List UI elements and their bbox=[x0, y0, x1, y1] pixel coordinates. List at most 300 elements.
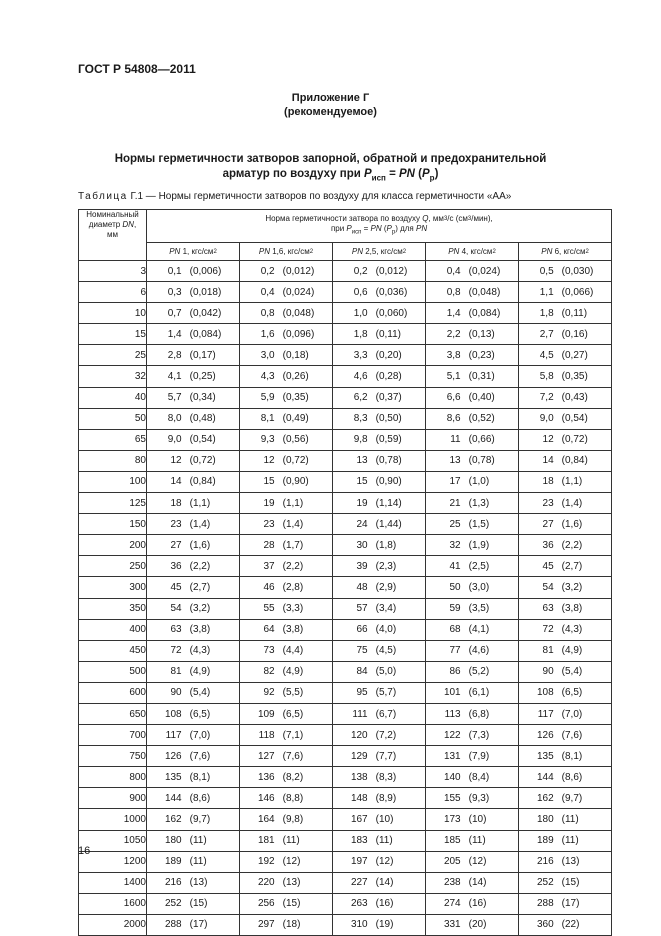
value-mm3-per-s: 3,3 bbox=[353, 349, 368, 361]
value-cm3-per-min: (0,48) bbox=[189, 413, 216, 425]
cell-tightness-value bbox=[333, 556, 426, 577]
value-mm3-per-s: 13 bbox=[449, 455, 461, 467]
cell-tightness-value bbox=[519, 872, 612, 893]
cell-tightness-value bbox=[426, 535, 519, 556]
cell-nominal-diameter: 200 bbox=[79, 535, 147, 556]
value-mm3-per-s: 46 bbox=[263, 581, 275, 593]
value-mm3-per-s: 117 bbox=[165, 729, 182, 741]
cell-tightness-value bbox=[333, 767, 426, 788]
cell-nominal-diameter: 1400 bbox=[79, 872, 147, 893]
cell-tightness-value bbox=[426, 619, 519, 640]
cell-tightness-value bbox=[147, 809, 240, 830]
value-mm3-per-s: 8,0 bbox=[167, 413, 182, 425]
table-row bbox=[79, 577, 612, 598]
value-cm3-per-min: (4,4) bbox=[282, 645, 304, 657]
cell-tightness-value bbox=[519, 830, 612, 851]
cell-tightness-value bbox=[519, 809, 612, 830]
value-cm3-per-min: (7,6) bbox=[189, 750, 211, 762]
value-mm3-per-s: 5,7 bbox=[167, 392, 182, 404]
cell-tightness-value bbox=[519, 471, 612, 492]
value-cm3-per-min: (1,3) bbox=[468, 497, 490, 509]
value-mm3-per-s: 118 bbox=[258, 729, 275, 741]
value-mm3-per-s: 55 bbox=[263, 603, 275, 615]
value-mm3-per-s: 68 bbox=[449, 624, 461, 636]
value-mm3-per-s: 288 bbox=[164, 919, 182, 931]
value-mm3-per-s: 15 bbox=[356, 476, 368, 488]
value-cm3-per-min: (9,8) bbox=[282, 813, 304, 825]
table-row bbox=[79, 535, 612, 556]
cell-nominal-diameter: 300 bbox=[79, 577, 147, 598]
value-cm3-per-min: (2,5) bbox=[468, 560, 490, 572]
value-cm3-per-min: (0,52) bbox=[468, 413, 495, 425]
value-mm3-per-s: 146 bbox=[257, 792, 275, 804]
value-mm3-per-s: 288 bbox=[536, 898, 554, 910]
cell-tightness-value bbox=[147, 282, 240, 303]
value-mm3-per-s: 77 bbox=[449, 645, 461, 657]
document-code: ГОСТ Р 54808—2011 bbox=[78, 62, 196, 76]
cell-nominal-diameter: 50 bbox=[79, 408, 147, 429]
value-mm3-per-s: 45 bbox=[542, 560, 554, 572]
cell-tightness-value bbox=[519, 493, 612, 514]
cell-tightness-value bbox=[333, 261, 426, 282]
value-mm3-per-s: 135 bbox=[164, 771, 182, 783]
value-cm3-per-min: (1,5) bbox=[468, 518, 490, 530]
value-cm3-per-min: (0,37) bbox=[375, 392, 402, 404]
cell-tightness-value bbox=[333, 809, 426, 830]
value-mm3-per-s: 81 bbox=[542, 645, 554, 657]
table-row bbox=[79, 387, 612, 408]
value-mm3-per-s: 220 bbox=[257, 877, 275, 889]
value-cm3-per-min: (6,5) bbox=[189, 708, 211, 720]
value-mm3-per-s: 0,2 bbox=[353, 265, 368, 277]
value-mm3-per-s: 11 bbox=[450, 434, 461, 446]
value-cm3-per-min: (13) bbox=[561, 856, 580, 868]
table-row bbox=[79, 408, 612, 429]
cell-tightness-value bbox=[426, 746, 519, 767]
value-mm3-per-s: 135 bbox=[536, 750, 554, 762]
header-class-pn2-5: PN 2,5, кгс/$см^2$ bbox=[333, 243, 426, 261]
value-cm3-per-min: (3,2) bbox=[189, 603, 211, 615]
cell-tightness-value bbox=[240, 598, 333, 619]
value-mm3-per-s: 1,1 bbox=[539, 286, 554, 298]
cell-tightness-value bbox=[147, 450, 240, 471]
cell-nominal-diameter: 450 bbox=[79, 640, 147, 661]
cell-tightness-value bbox=[240, 661, 333, 682]
value-cm3-per-min: (0,084) bbox=[468, 307, 501, 319]
header-class-pn4: PN 4, кгс/$см^2$ bbox=[426, 243, 519, 261]
value-mm3-per-s: 117 bbox=[537, 708, 554, 720]
cell-tightness-value bbox=[519, 851, 612, 872]
value-cm3-per-min: (4,9) bbox=[189, 666, 211, 678]
value-cm3-per-min: (0,048) bbox=[468, 286, 501, 298]
value-cm3-per-min: (0,17) bbox=[189, 349, 216, 361]
value-cm3-per-min: (6,7) bbox=[375, 708, 397, 720]
value-mm3-per-s: 205 bbox=[443, 856, 461, 868]
cell-tightness-value bbox=[240, 788, 333, 809]
value-cm3-per-min: (11) bbox=[468, 835, 486, 847]
value-cm3-per-min: (4,9) bbox=[561, 645, 583, 657]
value-cm3-per-min: (7,0) bbox=[189, 729, 211, 741]
cell-tightness-value bbox=[147, 640, 240, 661]
cell-nominal-diameter: 1200 bbox=[79, 851, 147, 872]
cell-tightness-value bbox=[240, 282, 333, 303]
value-mm3-per-s: 6,2 bbox=[353, 392, 368, 404]
annex-title: Приложение Г bbox=[291, 92, 370, 104]
cell-tightness-value bbox=[240, 366, 333, 387]
value-mm3-per-s: 9,8 bbox=[353, 434, 368, 446]
cell-tightness-value bbox=[333, 661, 426, 682]
cell-tightness-value bbox=[519, 345, 612, 366]
value-mm3-per-s: 39 bbox=[356, 560, 368, 572]
header-class-pn1-6: PN 1,6, кгс/$см^2$ bbox=[240, 243, 333, 261]
value-cm3-per-min: (1,9) bbox=[468, 539, 490, 551]
value-mm3-per-s: 129 bbox=[350, 750, 368, 762]
value-mm3-per-s: 5,1 bbox=[446, 371, 461, 383]
value-cm3-per-min: (2,7) bbox=[561, 560, 583, 572]
value-cm3-per-min: (0,11) bbox=[561, 307, 588, 319]
value-cm3-per-min: (2,3) bbox=[375, 560, 397, 572]
table-row bbox=[79, 450, 612, 471]
table-row bbox=[79, 282, 612, 303]
value-cm3-per-min: (4,3) bbox=[561, 624, 583, 636]
cell-nominal-diameter: 125 bbox=[79, 493, 147, 514]
cell-nominal-diameter: 700 bbox=[79, 725, 147, 746]
value-mm3-per-s: 0,1 bbox=[167, 265, 182, 277]
table-row bbox=[79, 703, 612, 724]
cell-nominal-diameter: 400 bbox=[79, 619, 147, 640]
value-cm3-per-min: (19) bbox=[375, 919, 394, 931]
value-mm3-per-s: 12 bbox=[170, 455, 182, 467]
cell-tightness-value bbox=[519, 514, 612, 535]
cell-tightness-value bbox=[333, 429, 426, 450]
value-mm3-per-s: 9,0 bbox=[167, 434, 182, 446]
table-row bbox=[79, 725, 612, 746]
table-row bbox=[79, 893, 612, 914]
value-cm3-per-min: (0,048) bbox=[282, 307, 315, 319]
cell-tightness-value bbox=[147, 493, 240, 514]
value-cm3-per-min: (17) bbox=[561, 898, 580, 910]
value-mm3-per-s: 14 bbox=[542, 455, 554, 467]
value-mm3-per-s: 3,0 bbox=[260, 349, 275, 361]
value-cm3-per-min: (10) bbox=[375, 813, 394, 825]
table-row bbox=[79, 324, 612, 345]
value-cm3-per-min: (15) bbox=[189, 898, 208, 910]
value-mm3-per-s: 101 bbox=[443, 687, 461, 699]
value-cm3-per-min: (9,7) bbox=[561, 792, 583, 804]
value-mm3-per-s: 252 bbox=[536, 877, 554, 889]
value-cm3-per-min: (2,2) bbox=[282, 560, 304, 572]
value-mm3-per-s: 5,8 bbox=[539, 371, 554, 383]
cell-tightness-value bbox=[426, 429, 519, 450]
value-mm3-per-s: 82 bbox=[263, 666, 275, 678]
cell-tightness-value bbox=[240, 725, 333, 746]
header-nominal-diameter: Номинальный диаметр DN, мм bbox=[79, 210, 147, 261]
value-cm3-per-min: (4,0) bbox=[375, 624, 397, 636]
cell-tightness-value bbox=[147, 577, 240, 598]
cell-tightness-value bbox=[333, 303, 426, 324]
value-mm3-per-s: 0,3 bbox=[167, 286, 182, 298]
value-cm3-per-min: (8,2) bbox=[282, 771, 304, 783]
value-cm3-per-min: (0,28) bbox=[375, 371, 402, 383]
cell-tightness-value bbox=[147, 303, 240, 324]
header-class-pn1: PN 1, кгс/$см^2$ bbox=[147, 243, 240, 261]
value-mm3-per-s: 113 bbox=[444, 708, 461, 720]
value-cm3-per-min: (12) bbox=[375, 856, 394, 868]
cell-tightness-value bbox=[519, 725, 612, 746]
value-cm3-per-min: (4,3) bbox=[189, 645, 211, 657]
value-mm3-per-s: 216 bbox=[164, 877, 182, 889]
cell-tightness-value bbox=[147, 387, 240, 408]
value-mm3-per-s: 21 bbox=[449, 497, 461, 509]
cell-nominal-diameter: 1050 bbox=[79, 830, 147, 851]
cell-tightness-value bbox=[240, 893, 333, 914]
value-mm3-per-s: 197 bbox=[350, 856, 368, 868]
cell-tightness-value bbox=[240, 345, 333, 366]
value-cm3-per-min: (0,27) bbox=[561, 349, 588, 361]
value-mm3-per-s: 131 bbox=[443, 750, 461, 762]
value-cm3-per-min: (0,78) bbox=[375, 455, 402, 467]
value-cm3-per-min: (6,8) bbox=[468, 708, 490, 720]
cell-tightness-value bbox=[333, 514, 426, 535]
annex-subtitle: (рекомендуемое) bbox=[284, 106, 377, 118]
value-cm3-per-min: (0,060) bbox=[375, 307, 408, 319]
value-mm3-per-s: 162 bbox=[536, 792, 554, 804]
value-mm3-per-s: 108 bbox=[164, 708, 182, 720]
table-row bbox=[79, 746, 612, 767]
value-cm3-per-min: (0,78) bbox=[468, 455, 495, 467]
value-mm3-per-s: 238 bbox=[443, 877, 461, 889]
value-cm3-per-min: (7,6) bbox=[561, 729, 583, 741]
value-cm3-per-min: (4,1) bbox=[468, 624, 490, 636]
value-cm3-per-min: (4,9) bbox=[282, 666, 304, 678]
cell-tightness-value bbox=[333, 746, 426, 767]
cell-tightness-value bbox=[333, 682, 426, 703]
value-cm3-per-min: (0,20) bbox=[375, 349, 402, 361]
value-cm3-per-min: (0,34) bbox=[189, 392, 216, 404]
table-row bbox=[79, 661, 612, 682]
cell-nominal-diameter: 3 bbox=[79, 261, 147, 282]
cell-tightness-value bbox=[147, 619, 240, 640]
value-mm3-per-s: 173 bbox=[443, 813, 461, 825]
cell-nominal-diameter: 10 bbox=[79, 303, 147, 324]
value-mm3-per-s: 7,2 bbox=[539, 392, 554, 404]
cell-tightness-value bbox=[240, 471, 333, 492]
cell-tightness-value bbox=[426, 408, 519, 429]
value-mm3-per-s: 32 bbox=[449, 539, 461, 551]
cell-nominal-diameter: 250 bbox=[79, 556, 147, 577]
value-cm3-per-min: (0,012) bbox=[282, 265, 315, 277]
value-mm3-per-s: 263 bbox=[350, 898, 368, 910]
value-cm3-per-min: (3,8) bbox=[561, 603, 583, 615]
value-cm3-per-min: (0,26) bbox=[282, 371, 309, 383]
value-mm3-per-s: 4,1 bbox=[167, 371, 182, 383]
table-row bbox=[79, 914, 612, 935]
value-mm3-per-s: 41 bbox=[449, 560, 461, 572]
value-cm3-per-min: (5,5) bbox=[282, 687, 304, 699]
cell-tightness-value bbox=[426, 598, 519, 619]
cell-tightness-value bbox=[519, 746, 612, 767]
value-cm3-per-min: (14) bbox=[468, 877, 487, 889]
value-mm3-per-s: 122 bbox=[443, 729, 461, 741]
cell-tightness-value bbox=[333, 725, 426, 746]
value-mm3-per-s: 23 bbox=[263, 518, 275, 530]
value-mm3-per-s: 17 bbox=[449, 476, 461, 488]
value-mm3-per-s: 1,6 bbox=[260, 328, 275, 340]
value-mm3-per-s: 15 bbox=[263, 476, 275, 488]
cell-nominal-diameter: 6 bbox=[79, 282, 147, 303]
table-row bbox=[79, 767, 612, 788]
value-mm3-per-s: 24 bbox=[356, 518, 368, 530]
value-mm3-per-s: 84 bbox=[356, 666, 368, 678]
value-mm3-per-s: 72 bbox=[170, 645, 182, 657]
cell-tightness-value bbox=[240, 619, 333, 640]
value-mm3-per-s: 4,3 bbox=[260, 371, 275, 383]
value-mm3-per-s: 6,6 bbox=[446, 392, 461, 404]
cell-tightness-value bbox=[519, 640, 612, 661]
value-mm3-per-s: 164 bbox=[257, 813, 275, 825]
value-cm3-per-min: (1,6) bbox=[561, 518, 583, 530]
value-cm3-per-min: (13) bbox=[282, 877, 301, 889]
value-mm3-per-s: 227 bbox=[350, 877, 368, 889]
value-cm3-per-min: (0,018) bbox=[189, 286, 222, 298]
value-cm3-per-min: (0,72) bbox=[561, 434, 588, 446]
cell-tightness-value bbox=[147, 556, 240, 577]
value-cm3-per-min: (0,90) bbox=[282, 476, 309, 488]
value-cm3-per-min: (1,8) bbox=[375, 539, 397, 551]
value-cm3-per-min: (1,7) bbox=[282, 539, 304, 551]
value-mm3-per-s: 2,8 bbox=[167, 349, 182, 361]
value-cm3-per-min: (15) bbox=[282, 898, 301, 910]
cell-tightness-value bbox=[519, 788, 612, 809]
cell-tightness-value bbox=[333, 450, 426, 471]
cell-tightness-value bbox=[240, 303, 333, 324]
value-mm3-per-s: 75 bbox=[356, 645, 368, 657]
value-mm3-per-s: 3,8 bbox=[446, 349, 461, 361]
value-mm3-per-s: 1,4 bbox=[167, 328, 182, 340]
value-cm3-per-min: (2,2) bbox=[189, 560, 211, 572]
cell-tightness-value bbox=[147, 914, 240, 935]
cell-tightness-value bbox=[147, 893, 240, 914]
cell-tightness-value bbox=[147, 514, 240, 535]
value-cm3-per-min: (0,54) bbox=[561, 413, 588, 425]
cell-tightness-value bbox=[426, 767, 519, 788]
value-mm3-per-s: 86 bbox=[449, 666, 461, 678]
value-mm3-per-s: 64 bbox=[263, 624, 275, 636]
value-cm3-per-min: (11) bbox=[189, 835, 207, 847]
value-cm3-per-min: (1,4) bbox=[282, 518, 304, 530]
value-mm3-per-s: 360 bbox=[536, 919, 554, 931]
value-mm3-per-s: 4,5 bbox=[539, 349, 554, 361]
cell-nominal-diameter: 150 bbox=[79, 514, 147, 535]
cell-tightness-value bbox=[519, 598, 612, 619]
cell-tightness-value bbox=[240, 408, 333, 429]
value-cm3-per-min: (0,35) bbox=[561, 371, 588, 383]
value-mm3-per-s: 0,5 bbox=[539, 265, 554, 277]
table-caption: Таблица Г.1 — Нормы герметичности затворов по воздуху для класса герметичности «АА» bbox=[78, 191, 512, 202]
value-cm3-per-min: (20) bbox=[468, 919, 487, 931]
cell-tightness-value bbox=[426, 471, 519, 492]
cell-tightness-value bbox=[426, 345, 519, 366]
value-cm3-per-min: (0,13) bbox=[468, 328, 495, 340]
header-class-pn6: PN 6, кгс/$см^2$ bbox=[519, 243, 612, 261]
value-mm3-per-s: 126 bbox=[164, 750, 182, 762]
cell-tightness-value bbox=[519, 261, 612, 282]
cell-tightness-value bbox=[333, 872, 426, 893]
value-mm3-per-s: 189 bbox=[164, 856, 182, 868]
cell-tightness-value bbox=[240, 556, 333, 577]
cell-tightness-value bbox=[240, 261, 333, 282]
value-cm3-per-min: (1,6) bbox=[189, 539, 211, 551]
cell-tightness-value bbox=[426, 450, 519, 471]
cell-tightness-value bbox=[426, 556, 519, 577]
value-mm3-per-s: 36 bbox=[170, 560, 182, 572]
value-cm3-per-min: (1,44) bbox=[375, 518, 402, 530]
cell-tightness-value bbox=[147, 725, 240, 746]
cell-tightness-value bbox=[240, 387, 333, 408]
value-mm3-per-s: 144 bbox=[164, 792, 182, 804]
value-mm3-per-s: 9,3 bbox=[260, 434, 275, 446]
cell-tightness-value bbox=[519, 619, 612, 640]
cell-tightness-value bbox=[426, 830, 519, 851]
value-mm3-per-s: 66 bbox=[356, 624, 368, 636]
value-mm3-per-s: 90 bbox=[170, 687, 182, 699]
cell-nominal-diameter: 32 bbox=[79, 366, 147, 387]
value-mm3-per-s: 310 bbox=[350, 919, 368, 931]
table-row bbox=[79, 619, 612, 640]
value-cm3-per-min: (0,066) bbox=[561, 286, 594, 298]
value-mm3-per-s: 274 bbox=[443, 898, 461, 910]
value-mm3-per-s: 27 bbox=[170, 539, 182, 551]
cell-nominal-diameter: 650 bbox=[79, 703, 147, 724]
cell-tightness-value bbox=[240, 450, 333, 471]
value-mm3-per-s: 1,8 bbox=[539, 307, 554, 319]
cell-tightness-value bbox=[147, 767, 240, 788]
cell-tightness-value bbox=[519, 661, 612, 682]
cell-tightness-value bbox=[519, 450, 612, 471]
value-mm3-per-s: 127 bbox=[257, 750, 275, 762]
cell-tightness-value bbox=[147, 471, 240, 492]
cell-tightness-value bbox=[519, 535, 612, 556]
value-cm3-per-min: (0,25) bbox=[189, 371, 216, 383]
value-cm3-per-min: (0,096) bbox=[282, 328, 315, 340]
cell-tightness-value bbox=[147, 830, 240, 851]
value-cm3-per-min: (13) bbox=[189, 877, 208, 889]
value-cm3-per-min: (11) bbox=[282, 835, 300, 847]
value-mm3-per-s: 185 bbox=[443, 835, 461, 847]
cell-tightness-value bbox=[519, 556, 612, 577]
value-cm3-per-min: (6,5) bbox=[561, 687, 583, 699]
value-mm3-per-s: 108 bbox=[536, 687, 554, 699]
value-mm3-per-s: 192 bbox=[257, 856, 275, 868]
cell-tightness-value bbox=[426, 282, 519, 303]
cell-nominal-diameter: 600 bbox=[79, 682, 147, 703]
value-mm3-per-s: 216 bbox=[536, 856, 554, 868]
table-row bbox=[79, 366, 612, 387]
cell-tightness-value bbox=[147, 429, 240, 450]
cell-tightness-value bbox=[333, 830, 426, 851]
value-mm3-per-s: 48 bbox=[356, 581, 368, 593]
cell-tightness-value bbox=[240, 640, 333, 661]
value-mm3-per-s: 9,0 bbox=[539, 413, 554, 425]
value-mm3-per-s: 5,9 bbox=[260, 392, 275, 404]
value-cm3-per-min: (0,66) bbox=[468, 434, 495, 446]
value-mm3-per-s: 0,6 bbox=[353, 286, 368, 298]
value-mm3-per-s: 189 bbox=[536, 835, 554, 847]
value-cm3-per-min: (5,4) bbox=[189, 687, 211, 699]
cell-tightness-value bbox=[519, 387, 612, 408]
cell-tightness-value bbox=[333, 619, 426, 640]
value-mm3-per-s: 36 bbox=[542, 539, 554, 551]
